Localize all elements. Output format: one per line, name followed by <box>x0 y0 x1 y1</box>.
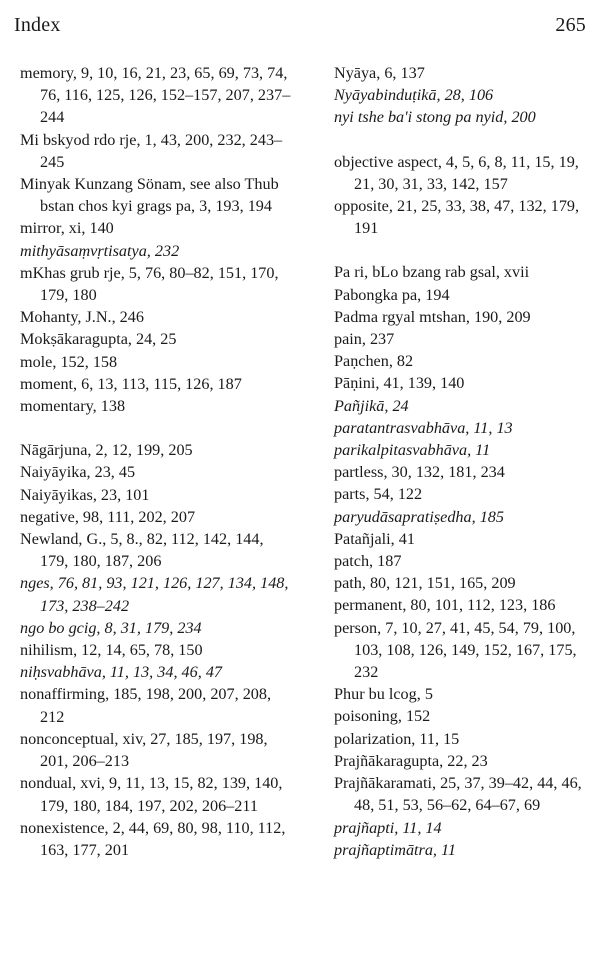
index-entry: nihilism, 12, 14, 65, 78, 150 <box>20 641 203 660</box>
letter-group-gap <box>334 129 594 151</box>
index-entry: negative, 98, 111, 202, 207 <box>20 507 196 526</box>
index-entry: permanent, 80, 101, 112, 123, 186 <box>334 596 556 615</box>
index-entry: mirror, xi, 140 <box>20 219 114 238</box>
index-entry: ngo bo gcig, 8, 31, 179, 234 <box>20 618 202 637</box>
index-entry: Naiyāyikas, 23, 101 <box>20 485 150 504</box>
index-entry: niḥsvabhāva, 11, 13, 34, 46, 47 <box>20 663 223 682</box>
index-entry: momentary, 138 <box>20 397 126 416</box>
index-entry: memory, 9, 10, 16, 21, 23, 65, 69, 73, 74, 76, 116, 125, 126, 152–157, 207, 237–244 <box>20 64 291 127</box>
letter-group-gap <box>334 239 594 261</box>
index-entry: paratantrasvabhāva, 11, 13 <box>334 418 513 437</box>
index-entry: polarization, 11, 15 <box>334 729 460 748</box>
index-column-left <box>20 62 292 861</box>
index-entry: Padma rgyal mtshan, 190, 209 <box>334 307 531 326</box>
index-entry: person, 7, 10, 27, 41, 45, 54, 79, 100, 103, 108, 126, 149, 152, 167, 175, 232 <box>334 618 577 682</box>
index-entry: Pāṇini, 41, 139, 140 <box>334 374 465 393</box>
letter-group-gap <box>20 417 292 439</box>
page-header <box>14 14 586 37</box>
index-entry: Nāgārjuna, 2, 12, 199, 205 <box>20 441 193 460</box>
index-entry: Naiyāyika, 23, 45 <box>20 463 136 482</box>
index-entry: Paṇchen, 82 <box>334 352 414 371</box>
index-entry: Pa ri, bLo bzang rab gsal, xvii <box>334 263 530 282</box>
index-entry: Nyāyabinduṭikā, 28, 106 <box>334 86 494 105</box>
index-entry: Patañjali, 41 <box>334 529 415 548</box>
index-entry: objective aspect, 4, 5, 6, 8, 11, 15, 19, 21, 30, 31, 33, 142, 157 <box>334 152 579 193</box>
index-entry: Prajñākaramati, 25, 37, 39–42, 44, 46, 48, 51, 53, 56–62, 64–67, 69 <box>334 774 582 815</box>
index-entry: Mokṣākaragupta, 24, 25 <box>20 330 177 349</box>
index-entry: prajñaptimātra, 11 <box>334 840 457 859</box>
index-entry: moment, 6, 13, 113, 115, 126, 187 <box>20 374 242 393</box>
index-column-right <box>334 62 594 861</box>
index-entry: nondual, xvi, 9, 11, 13, 15, 82, 139, 140, 179, 180, 184, 197, 202, 206–211 <box>20 774 283 815</box>
index-entry: opposite, 21, 25, 33, 38, 47, 132, 179, 191 <box>334 197 580 238</box>
index-entry: partless, 30, 132, 181, 234 <box>334 463 505 482</box>
index-entry: Nyāya, 6, 137 <box>334 64 425 82</box>
index-entry: nonaffirming, 185, 198, 200, 207, 208, 212 <box>20 685 272 726</box>
index-entry: mithyāsaṃvṛtisatya, 232 <box>20 241 180 260</box>
index-entry: nonconceptual, xiv, 27, 185, 197, 198, 201, 206–213 <box>20 729 268 771</box>
index-entry: parikalpitasvabhāva, 11 <box>334 441 491 460</box>
index-entry: Prajñākaragupta, 22, 23 <box>334 751 488 770</box>
index-entry: nges, 76, 81, 93, 121, 126, 127, 134, 148, 173, 238–242 <box>20 574 289 615</box>
index-entry: Pañjikā, 24 <box>334 396 409 415</box>
index-entry: Mohanty, J.N., 246 <box>20 308 144 327</box>
index-entry: nonexistence, 2, 44, 69, 80, 98, 110, 112, 163, 177, 201 <box>20 818 286 859</box>
index-entry: pain, 237 <box>334 330 395 349</box>
index-entry: Pabongka pa, 194 <box>334 285 450 304</box>
running-head-title: Index <box>14 14 61 36</box>
page-number: 265 <box>555 14 586 36</box>
index-entry: Mi bskyod rdo rje, 1, 43, 200, 232, 243–245 <box>20 130 283 171</box>
index-entry: parts, 54, 122 <box>334 485 423 504</box>
index-entry: Phur bu lcog, 5 <box>334 685 433 704</box>
index-entry: nyi tshe ba'i stong pa nyid, 200 <box>334 108 536 127</box>
index-entry: paryudāsapratiṣedha, 185 <box>334 507 504 526</box>
index-entry: mKhas grub rje, 5, 76, 80–82, 151, 170, 179, 180 <box>20 263 279 305</box>
index-entry: Newland, G., 5, 8., 82, 112, 142, 144, 179, 180, 187, 206 <box>20 530 264 571</box>
index-entry: poisoning, 152 <box>334 707 431 726</box>
index-entry: prajñapti, 11, 14 <box>334 818 442 837</box>
index-entry: patch, 187 <box>334 552 402 571</box>
index-entry: Minyak Kunzang Sönam, see also Thub bstan chos kyi grags pa, 3, 193, 194 <box>20 175 279 216</box>
index-entry: mole, 152, 158 <box>20 352 118 371</box>
index-entry: path, 80, 121, 151, 165, 209 <box>334 574 516 593</box>
